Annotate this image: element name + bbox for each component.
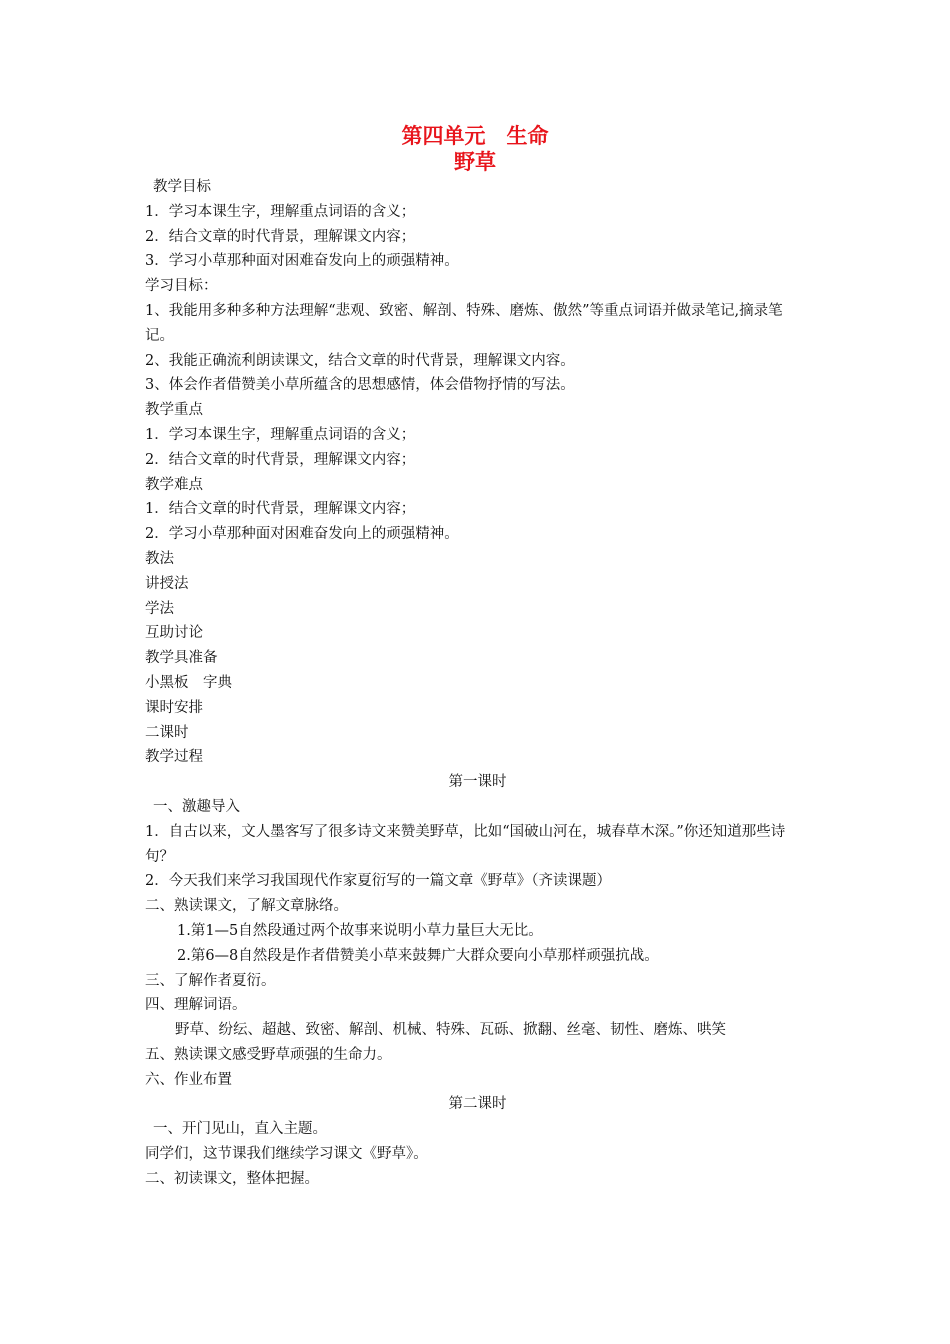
step-heading: 六、作业布置: [145, 1071, 232, 1088]
step-heading: 二、熟读课文，了解文章脉络。: [145, 898, 348, 915]
body-line: 2、我能正确流利朗读课文，结合文章的时代背景，理解课文内容。: [145, 352, 575, 369]
body-line: 互助讨论: [145, 625, 203, 642]
section-heading: 课时安排: [145, 699, 203, 716]
section-heading: 教法: [145, 550, 174, 567]
section-heading: 教学难点: [145, 476, 203, 493]
section-heading: 教学过程: [145, 749, 203, 766]
body-line: 1．结合文章的时代背景，理解课文内容；: [145, 501, 416, 518]
step-heading: 四、理解词语。: [145, 997, 247, 1014]
body-line: 2．结合文章的时代背景，理解课文内容；: [145, 228, 416, 245]
step-heading: 二、初读课文，整体把握。: [145, 1170, 319, 1187]
section-heading: 学习目标：: [145, 278, 218, 295]
body-line: 3．学习小草那种面对困难奋发向上的顽强精神。: [145, 253, 459, 270]
body-line: 2．今天我们来学习我国现代作家夏衍写的一篇文章《野草》（齐读课题）: [145, 873, 611, 890]
step-heading: 一、开门见山，直入主题。: [153, 1121, 327, 1138]
body-line: 1．自古以来，文人墨客写了很多诗文来赞美野草，比如“国破山河在，城春草木深。”你还知道那些诗句？: [145, 823, 786, 865]
body-line: 3、体会作者借赞美小草所蕴含的思想感情，体会借物抒情的写法。: [145, 377, 575, 394]
step-heading: 三、了解作者夏衍。: [145, 972, 276, 989]
lesson-period-heading: 第二课时: [448, 1096, 507, 1113]
body-line: 1、我能用多种多种方法理解“悲观、致密、解剖、特殊、磨炼、傲然”等重点词语并做录笔记,摘录笔记。: [145, 302, 783, 344]
step-heading: 五、熟读课文感受野草顽强的生命力。: [145, 1046, 392, 1063]
body-line: 同学们，这节课我们继续学习课文《野草》。: [145, 1146, 428, 1163]
step-heading: 一、激趣导入: [153, 798, 240, 815]
body-line: 二课时: [145, 724, 189, 741]
body-line: 1.第1—5自然段通过两个故事来说明小草力量巨大无比。: [177, 922, 543, 939]
vocabulary-line: 野草、纷纭、超越、致密、解剖、机械、特殊、瓦砾、掀翻、丝毫、韧性、磨炼、哄笑: [175, 1022, 726, 1039]
body-line: 小黑板 字典: [145, 674, 232, 691]
document-body: [145, 175, 810, 1192]
section-heading: 教学目标: [153, 179, 211, 195]
unit-title: 第四单元 生命: [401, 124, 549, 148]
body-line: 讲授法: [145, 575, 189, 592]
section-heading: 教学重点: [145, 402, 203, 419]
body-line: 2.第6—8自然段是作者借赞美小草来鼓舞广大群众要向小草那样顽强抗战。: [177, 947, 659, 964]
body-line: 1．学习本课生字，理解重点词语的含义；: [145, 203, 416, 220]
lesson-period-heading: 第一课时: [448, 774, 507, 791]
body-line: 2．学习小草那种面对困难奋发向上的顽强精神。: [145, 526, 459, 543]
body-line: 1．学习本课生字，理解重点词语的含义；: [145, 426, 416, 443]
body-line: 2．结合文章的时代背景，理解课文内容；: [145, 451, 416, 468]
lesson-title: 野草: [454, 150, 496, 174]
section-heading: 教学具准备: [145, 650, 218, 667]
section-heading: 学法: [145, 600, 174, 617]
